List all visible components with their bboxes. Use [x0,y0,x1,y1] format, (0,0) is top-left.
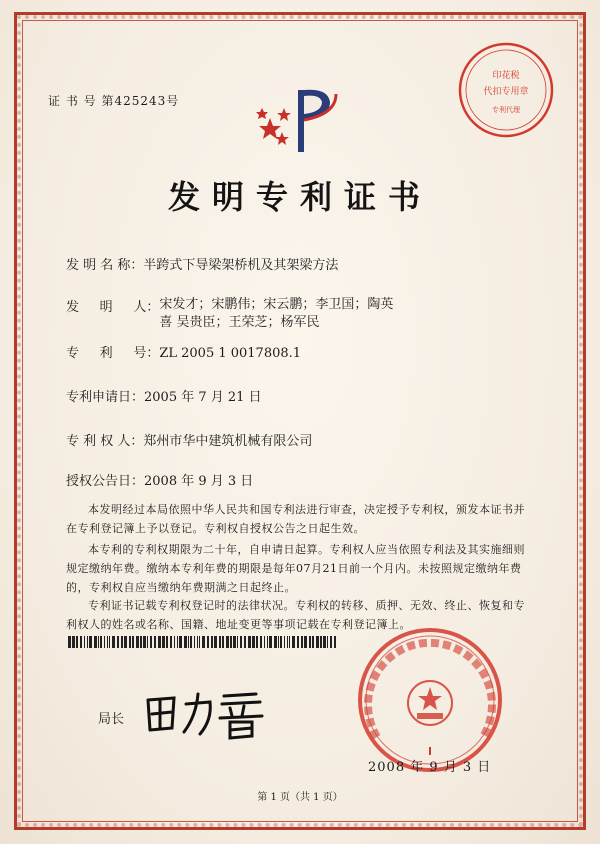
patent-number-label: 专 利 号： [66,346,160,361]
signature-label: 局长 [98,712,125,727]
patent-office-logo [240,80,360,160]
paragraph-term: 本专利的专利权期限为二十年，自申请日起算。专利权人应当依照专利法及其实施细则规定缴纳年费。缴纳本专利年费的期限是每年07月21日前一个月内。未按照规定缴纳年费的，专利权自应当缴纳年费期满之日起终止。 [66,543,525,594]
svg-text:印花税: 印花税 [492,71,520,81]
patentee-row [66,430,312,449]
invention-name-label: 发 明 名 称： [66,258,144,273]
barcode [68,636,338,648]
patent-number-value: ZL 2005 1 0017808.1 [159,346,302,361]
invention-name-value: 半跨式下导梁架桥机及其架梁方法 [143,258,339,273]
patent-number-row [66,342,301,361]
svg-text:代扣专用章: 代扣专用章 [483,87,529,97]
svg-text:专利代理: 专利代理 [492,106,520,114]
invention-name-row [66,254,338,273]
certificate-number: 证 书 号 第425243号 [48,94,180,108]
director-signature [140,686,270,742]
grant-date-value: 2008 年 9 月 3 日 [144,474,254,489]
inventors-row [66,296,399,332]
application-date-label: 专利申请日： [66,390,145,405]
inventors-label: 发 明 人： [66,300,160,315]
grant-date-row [66,470,253,489]
patentee-value: 郑州市华中建筑机械有限公司 [143,434,313,449]
stamp-duty-seal [456,40,556,140]
application-date-value: 2005 年 7 月 21 日 [144,390,262,405]
paragraph-register: 专利证书记载专利权登记时的法律状况。专利权的转移、质押、无效、终止、恢复和专利权人的姓名或名称、国籍、地址变更等事项记载在专利登记簿上。 [66,599,525,631]
issue-date: 2008 年 9 月 3 日 [368,760,492,775]
page-title: 发明专利证书 [167,178,432,216]
patentee-label: 专 利 权 人： [66,434,144,449]
grant-date-label: 授权公告日： [66,474,145,489]
national-ip-office-seal [355,625,505,775]
paragraph-grant: 本发明经过本局依照中华人民共和国专利法进行审查，决定授予专利权，颁发本证书并在专利登记簿上予以登记。专利权自授权公告之日起生效。 [66,503,525,535]
inventors-value: 宋发才；宋鹏伟；宋云鹏；李卫国；陶英喜 吴贵臣；王荣芝；杨军民 [159,297,394,330]
application-date-row [66,386,262,405]
page-number: 第 1 页（共 1 页） [257,792,343,803]
